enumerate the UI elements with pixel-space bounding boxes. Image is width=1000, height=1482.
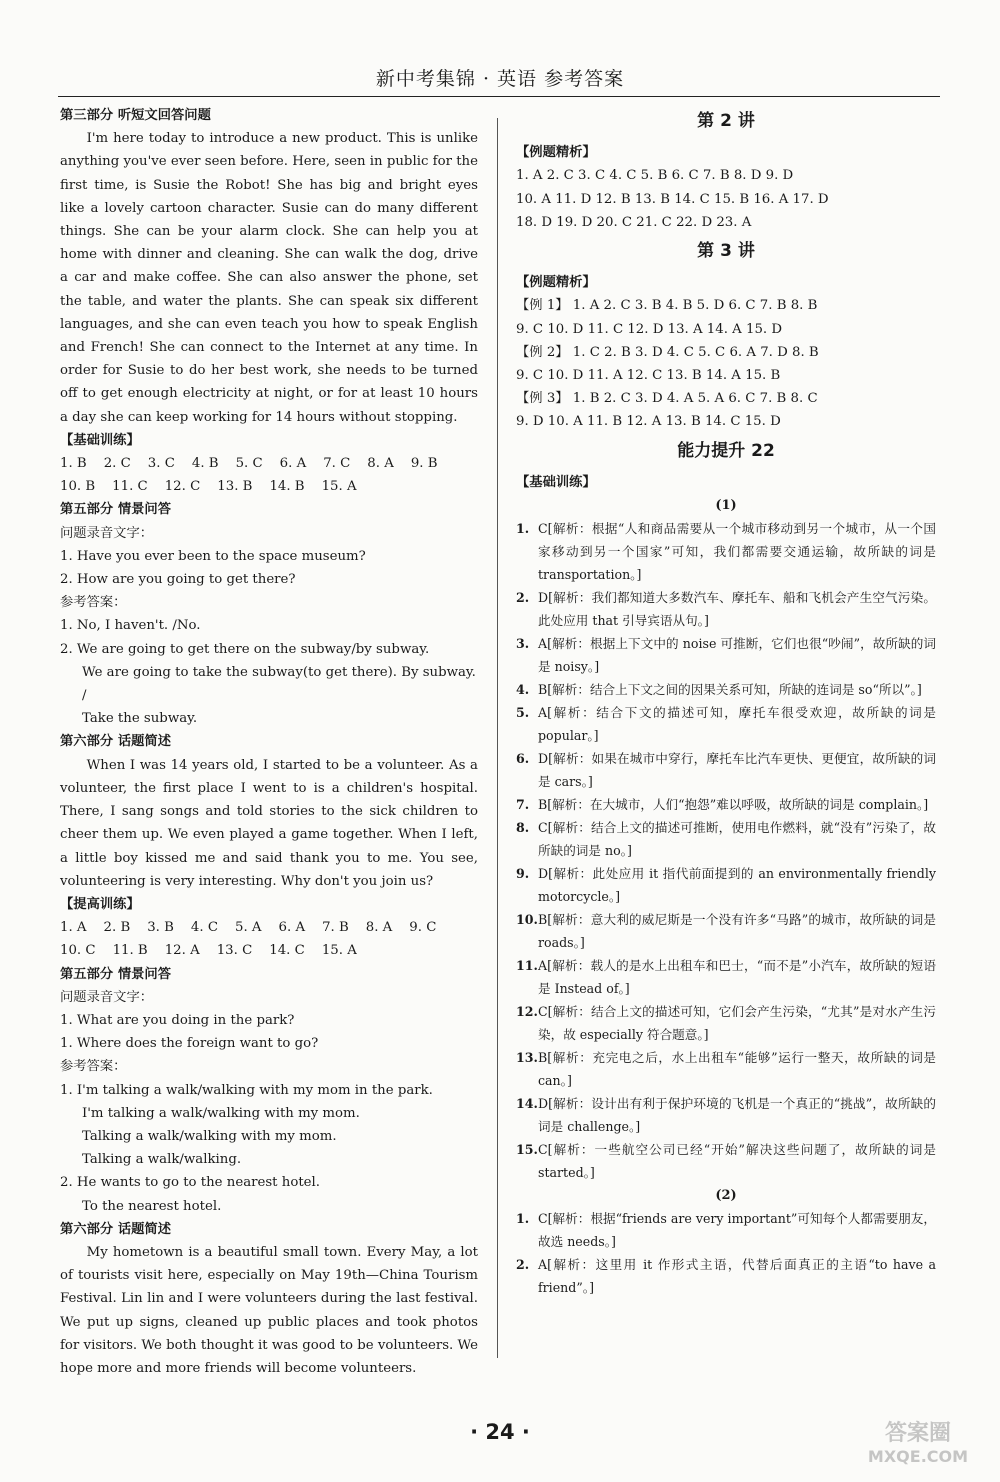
item-number: 5. bbox=[516, 705, 530, 721]
basic-answer: 14. B bbox=[269, 479, 305, 495]
part6b-title: 第六部分 话题简述 bbox=[60, 1221, 172, 1237]
item-text: D[解析：我们都知道大多数汽车、摩托车、船和飞机会产生空气污染。此处应用 that 引导宾语从句。] bbox=[538, 590, 936, 629]
item-number: 2. bbox=[516, 590, 530, 606]
advanced-answer: 12. A bbox=[164, 943, 200, 959]
item-text: C[解析：结合上文的描述可知，它们会产生污染，“尤其”是对水产生污染，故 especially 符合题意。] bbox=[538, 1004, 936, 1043]
explanation-item bbox=[516, 632, 936, 678]
basic-answer: 7. C bbox=[323, 456, 351, 472]
lecture-3-tag: 【例题精析】 bbox=[516, 275, 596, 291]
item-text: B[解析：结合上下文之间的因果关系可知，所缺的连词是 so“所以”。] bbox=[538, 682, 922, 698]
part5-title: 第五部分 情景问答 bbox=[60, 502, 172, 518]
answer-b-2-alt: To the nearest hotel. bbox=[82, 1198, 222, 1214]
lecture-3-line-6: 9. D 10. A 11. B 12. A 13. B 14. C 15. D bbox=[516, 414, 781, 430]
item-text: A[解析：这里用 it 作形式主语，代替后面真正的主语“to have a friend”。] bbox=[538, 1257, 936, 1296]
explanation-item bbox=[516, 586, 936, 632]
explanation-item bbox=[516, 1253, 936, 1299]
item-number: 4. bbox=[516, 682, 530, 698]
explanation-item bbox=[516, 747, 936, 793]
item-text: D[解析：此处应用 it 指代前面提到的 an environmentally friendly motorcycle。] bbox=[538, 866, 936, 905]
explanation-item bbox=[516, 1000, 936, 1046]
item-text: B[解析：充完电之后，水上出租车“能够”运行一整天，故所缺的词是 can。] bbox=[538, 1050, 936, 1089]
part6-text: When I was 14 years old, I started to be a volunteer. As a volunteer, the first place I went to is a children's hospital. There, I sang songs and told stories to the sick children to cheer them up. We even played a game together. When I left, a little boy kissed me and said thank you to me. You see, volunteering is very interesting. Why don't you join us? bbox=[60, 757, 478, 889]
item-number: 7. bbox=[516, 797, 530, 813]
item-text: C[解析：一些航空公司已经“开始”解决这些问题了，故所缺的词是 started。] bbox=[538, 1142, 936, 1181]
explanation-item bbox=[516, 701, 936, 747]
explanation-item bbox=[516, 908, 936, 954]
answer-2: 2. We are going to get there on the subway/by subway. bbox=[60, 641, 430, 657]
lecture-2-line-3: 18. D 19. D 20. C 21. C 22. D 23. A bbox=[516, 214, 752, 230]
basic-answer: 12. C bbox=[164, 479, 201, 495]
basic-answers-row-1 bbox=[60, 452, 478, 475]
lecture-3-line-2: 9. C 10. D 11. C 12. D 13. A 14. A 15. D bbox=[516, 321, 783, 337]
question-2: 2. How are you going to get there? bbox=[60, 572, 296, 588]
item-number: 9. bbox=[516, 866, 530, 882]
item-number: 1. bbox=[516, 521, 530, 537]
item-number: 2. bbox=[516, 1257, 530, 1273]
item-number: 11. bbox=[516, 958, 538, 974]
watermark-logo bbox=[856, 1416, 980, 1468]
advanced-answer: 2. B bbox=[103, 920, 131, 936]
item-text: A[解析：结合下文的描述可知，摩托车很受欢迎，故所缺的词是 popular。] bbox=[538, 705, 936, 744]
explanation-item bbox=[516, 1092, 936, 1138]
basic-answer: 9. B bbox=[410, 456, 438, 472]
ability-title: 能力提升 22 bbox=[677, 440, 775, 461]
basic-answer: 3. C bbox=[147, 456, 175, 472]
sub-section-2: (2) bbox=[715, 1188, 737, 1204]
advanced-answer: 4. C bbox=[190, 920, 218, 936]
basic-answer: 13. B bbox=[217, 479, 253, 495]
left-column bbox=[60, 104, 478, 1380]
reference-label: 参考答案： bbox=[60, 595, 127, 611]
lecture-3-line-4: 9. C 10. D 11. A 12. C 13. B 14. A 15. B bbox=[516, 368, 781, 384]
part3-title: 第三部分 听短文回答问题 bbox=[60, 108, 211, 123]
explanation-item bbox=[516, 862, 936, 908]
advanced-answer: 13. C bbox=[216, 943, 253, 959]
advanced-answer: 6. A bbox=[278, 920, 306, 936]
explanation-item bbox=[516, 1138, 936, 1184]
item-number: 15. bbox=[516, 1142, 538, 1158]
lecture-3-title: 第 3 讲 bbox=[697, 241, 755, 262]
advanced-answers-row-2 bbox=[60, 939, 478, 962]
question-b-2: 1. Where does the foreign want to go? bbox=[60, 1036, 319, 1052]
page-header: 新中考集锦 · 英语 参考答案 bbox=[375, 68, 625, 90]
ability-basic-tag: 【基础训练】 bbox=[516, 474, 596, 490]
advanced-answer: 15. A bbox=[321, 943, 357, 959]
answer-1: 1. No, I haven't. /No. bbox=[60, 618, 201, 634]
item-text: D[解析：设计出有利于保护环境的飞机是一个真正的“挑战”，故所缺的词是 challenge。] bbox=[538, 1096, 936, 1135]
basic-answer: 15. A bbox=[321, 479, 357, 495]
explanations-list-1 bbox=[516, 517, 936, 1184]
lecture-3-line-1: 【例 1】 1. A 2. C 3. B 4. B 5. D 6. C 7. B 8. B bbox=[516, 298, 818, 314]
answer-b-1: 1. I'm talking a walk/walking with my mom in the park. bbox=[60, 1082, 433, 1098]
item-number: 10. bbox=[516, 912, 538, 928]
advanced-answer: 10. C bbox=[60, 943, 96, 959]
basic-answer: 2. C bbox=[103, 456, 131, 472]
explanation-item bbox=[516, 954, 936, 1000]
answer-b-2: 2. He wants to go to the nearest hotel. bbox=[60, 1175, 321, 1191]
column-divider bbox=[497, 118, 498, 1358]
item-text: C[解析：根据“人和商品需要从一个城市移动到另一个城市，从一个国家移动到另一个国家”可知，我们都需要交通运输，故所缺的词是 transportation。] bbox=[538, 521, 936, 583]
advanced-answer: 14. C bbox=[269, 943, 305, 959]
lecture-2-line-2: 10. A 11. D 12. B 13. B 14. C 15. B 16. A 17. D bbox=[516, 191, 829, 207]
answer-b-1-alt-2: Talking a walk/walking with my mom. bbox=[82, 1128, 337, 1144]
watermark-text-cn: 答案圈 bbox=[884, 1421, 952, 1446]
advanced-training-tag: 【提高训练】 bbox=[60, 896, 140, 912]
basic-answers-row-2 bbox=[60, 475, 478, 498]
explanation-item bbox=[516, 1046, 936, 1092]
part5b-title: 第五部分 情景问答 bbox=[60, 966, 172, 982]
watermark-text: MXQE.COM bbox=[867, 1447, 969, 1466]
lecture-2-line-1: 1. A 2. C 3. C 4. C 5. B 6. C 7. B 8. D 9. D bbox=[516, 168, 794, 184]
advanced-answer: 9. C bbox=[409, 920, 437, 936]
lecture-3-line-5: 【例 3】 1. B 2. C 3. D 4. A 5. A 6. C 7. B 8. C bbox=[516, 391, 818, 407]
advanced-answer: 5. A bbox=[235, 920, 262, 936]
item-text: B[解析：在大城市，人们“抱怨”难以呼吸，故所缺的词是 complain。] bbox=[538, 797, 929, 813]
explanation-item bbox=[516, 816, 936, 862]
item-text: D[解析：如果在城市中穿行，摩托车比汽车更快、更便宜，故所缺的词是 cars。] bbox=[538, 751, 936, 790]
right-column bbox=[516, 104, 936, 1299]
item-text: C[解析：结合上文的描述可推断，使用电作燃料，就“没有”污染了，故所缺的词是 no。] bbox=[538, 820, 936, 859]
answer-b-1-alt: I'm talking a walk/walking with my mom. bbox=[82, 1105, 360, 1121]
basic-answer: 4. B bbox=[191, 456, 219, 472]
basic-training-tag: 【基础训练】 bbox=[60, 432, 140, 448]
basic-answer: 5. C bbox=[235, 456, 263, 472]
answer-2-alt-2: Take the subway. bbox=[82, 711, 198, 727]
explanations-list-2 bbox=[516, 1207, 936, 1299]
recording-label: 问题录音文字： bbox=[60, 525, 154, 541]
advanced-answer: 7. B bbox=[322, 920, 349, 936]
item-text: A[解析：根据上下文中的 noise 可推断，它们也很“吵闹”，故所缺的词是 noisy。] bbox=[538, 636, 936, 675]
question-b-1: 1. What are you doing in the park? bbox=[60, 1012, 295, 1028]
basic-answer: 8. A bbox=[367, 456, 394, 472]
part6b-text: My hometown is a beautiful small town. Every May, a lot of tourists visit here, especially on May 19th—China Tourism Festival. Lin lin and I were volunteers during the last festival. We put up signs, cleaned up public places and took photos for visitors. We both thought it was good to be volunteers. We hope more and more friends will become volunteers. bbox=[60, 1244, 478, 1376]
advanced-answer: 11. B bbox=[112, 943, 148, 959]
lecture-3-line-3: 【例 2】 1. C 2. B 3. D 4. C 5. C 6. A 7. D 8. B bbox=[516, 344, 819, 360]
item-number: 12. bbox=[516, 1004, 538, 1020]
basic-answer: 11. C bbox=[112, 479, 148, 495]
item-number: 8. bbox=[516, 820, 530, 836]
part3-text: I'm here today to introduce a new product. This is unlike anything you've ever seen before. Here, seen in public for the first time, is Susie the Robot! She has big and bright eyes like a lovely cartoon character. Susie can do many different things. She can be your alarm clock. She can help you at home with dinner and cleaning. She can walk the dog, drive a car and make coffee. She can also answer the phone, set the table, and water the plants. She can speak six different languages, and she can even teach you how to speak English and French! She can connect to the Internet at any time. In order for Susie to do her best work, she needs to be turned off to get enough electricity at night, or for at least 10 hours a day she can keep working for 14 hours without stopping. bbox=[60, 131, 478, 425]
advanced-answer: 3. B bbox=[147, 920, 174, 936]
item-text: C[解析：根据“friends are very important”可知每个人都需要朋友，故选 needs。] bbox=[538, 1211, 936, 1250]
explanation-item bbox=[516, 678, 936, 701]
recording-label-b: 问题录音文字： bbox=[60, 989, 154, 1005]
sub-section-1: (1) bbox=[715, 498, 737, 514]
explanation-item bbox=[516, 793, 936, 816]
item-text: A[解析：载人的是水上出租车和巴士，“而不是”小汽车，故所缺的短语是 Instead of。] bbox=[538, 958, 936, 997]
item-number: 14. bbox=[516, 1096, 538, 1112]
basic-answer: 6. A bbox=[279, 456, 307, 472]
lecture-2-title: 第 2 讲 bbox=[697, 111, 755, 131]
answer-2-alt: We are going to take the subway(to get there). By subway. / bbox=[82, 664, 476, 704]
basic-answer: 10. B bbox=[60, 479, 96, 495]
question-1: 1. Have you ever been to the space museum? bbox=[60, 548, 366, 564]
page-number: · 24 · bbox=[470, 1420, 530, 1444]
advanced-answer: 1. A bbox=[60, 920, 87, 936]
part6-title: 第六部分 话题简述 bbox=[60, 734, 172, 750]
item-text: B[解析：意大利的威尼斯是一个没有许多“马路”的城市，故所缺的词是 roads。] bbox=[538, 912, 936, 951]
explanation-item bbox=[516, 517, 936, 586]
item-number: 13. bbox=[516, 1050, 538, 1066]
reference-label-b: 参考答案： bbox=[60, 1059, 127, 1075]
advanced-answers-row-1 bbox=[60, 916, 478, 939]
explanation-item bbox=[516, 1207, 936, 1253]
item-number: 6. bbox=[516, 751, 530, 767]
header-rule bbox=[58, 96, 940, 97]
lecture-2-tag: 【例题精析】 bbox=[516, 145, 596, 161]
item-number: 1. bbox=[516, 1211, 530, 1227]
answer-b-1-alt-3: Talking a walk/walking. bbox=[82, 1152, 242, 1168]
basic-answer: 1. B bbox=[60, 456, 87, 472]
advanced-answer: 8. A bbox=[365, 920, 393, 936]
item-number: 3. bbox=[516, 636, 530, 652]
